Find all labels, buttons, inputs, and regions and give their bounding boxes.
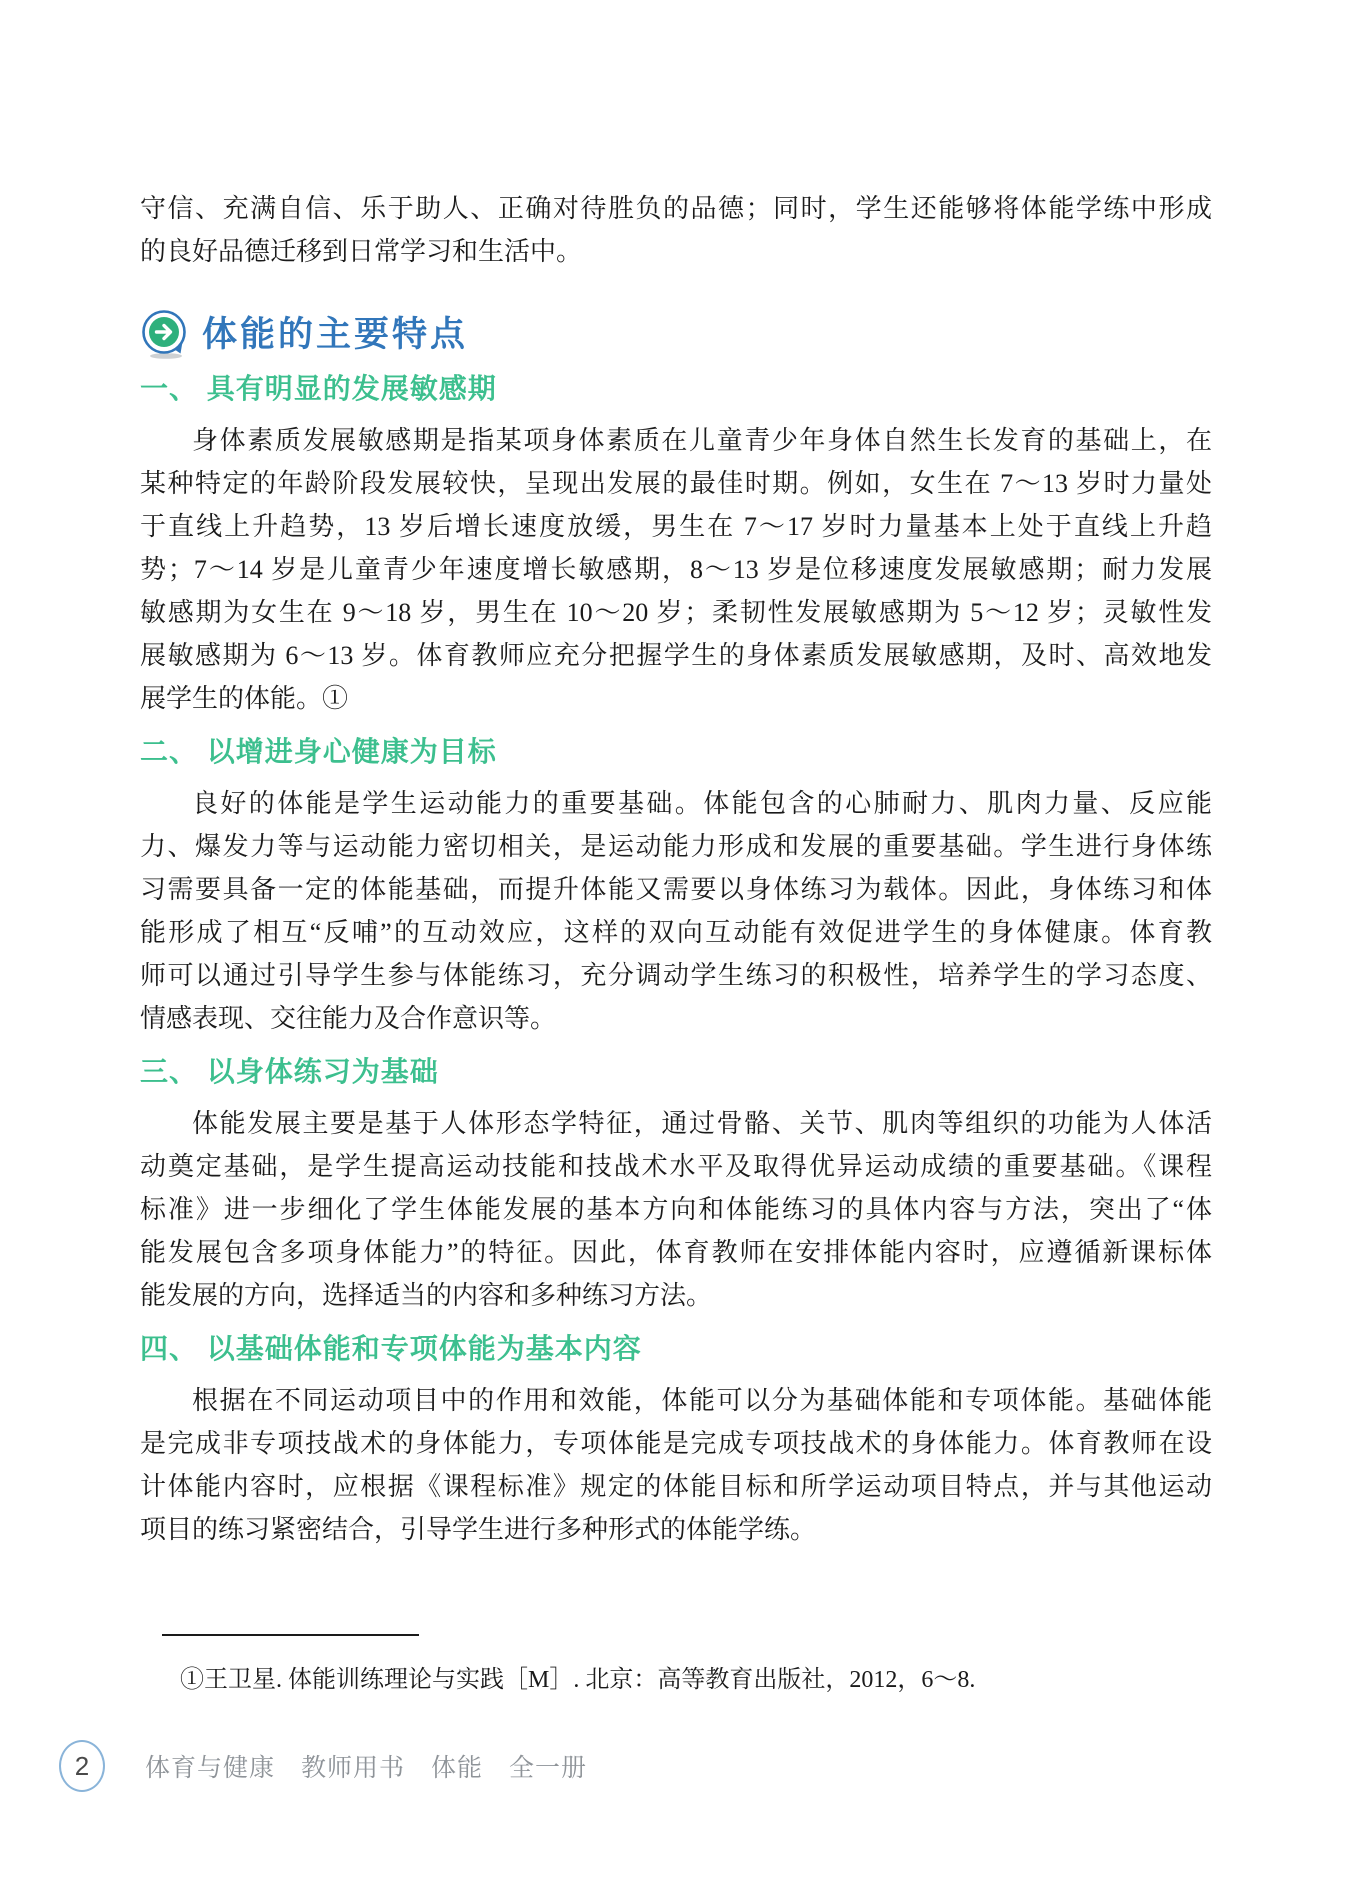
text-line: 计体能内容时，应根据《课程标准》规定的体能目标和所学运动项目特点，并与其他运动 [140,1472,1212,1501]
text-line: 动奠定基础，是学生提高运动技能和技战术水平及取得优异运动成绩的重要基础。《课程 [140,1152,1212,1181]
text-line: 身体素质发展敏感期是指某项身体素质在儿童青少年身体自然生长发育的基础上，在 [192,426,1212,455]
subsection-paragraph-4 [140,1379,1212,1551]
text-line: 某种特定的年龄阶段发展较快，呈现出发展的最佳时期。例如，女生在 7～13 岁时力量处 [140,469,1212,498]
subsection-heading-4: 四、 以基础体能和专项体能为基本内容 [140,1333,642,1364]
text-line: 能形成了相互“反哺”的互动效应，这样的双向互动能有效促进学生的身体健康。体育教 [140,918,1212,947]
page-number: 2 [74,1750,90,1781]
page-content [0,187,1353,1551]
text-line: 标准》进一步细化了学生体能发展的基本方向和体能练习的具体内容与方法，突出了“体 [140,1195,1212,1224]
page-number-badge [59,1740,105,1792]
text-line: 是完成非专项技战术的身体能力，专项体能是完成专项技战术的身体能力。体育教师在设 [140,1429,1212,1458]
book-info: 体育与健康 教师用书 体能 全一册 [145,1754,588,1782]
text-line: 良好的体能是学生运动能力的重要基础。体能包含的心肺耐力、肌肉力量、反应能 [192,789,1212,818]
text-line: 能发展的方向，选择适当的内容和多种练习方法。 [140,1281,713,1310]
subsection-paragraph-3 [140,1102,1212,1317]
text-line: 展学生的体能。① [140,684,349,713]
subsection-heading-3: 三、 以身体练习为基础 [140,1056,439,1087]
subsection-heading-2: 二、 以增进身心健康为目标 [140,736,497,767]
footnote-text: ①王卫星. 体能训练理论与实践［M］. 北京：高等教育出版社，2012，6～8. [180,1667,976,1693]
text-line: 习需要具备一定的体能基础，而提升体能又需要以身体练习为载体。因此，身体练习和体 [140,875,1212,904]
text-line: 情感表现、交往能力及合作意识等。 [140,1004,557,1033]
text-line: 于直线上升趋势，13 岁后增长速度放缓，男生在 7～17 岁时力量基本上处于直线上升趋 [140,512,1212,541]
text-line: 力、爆发力等与运动能力密切相关，是运动能力形成和发展的重要基础。学生进行身体练 [140,832,1212,861]
section-header [140,307,1212,357]
text-line: 的良好品德迁移到日常学习和生活中。 [140,237,583,266]
text-line: 守信、充满自信、乐于助人、正确对待胜负的品德；同时，学生还能够将体能学练中形成 [140,194,1212,223]
text-line: 项目的练习紧密结合，引导学生进行多种形式的体能学练。 [140,1515,817,1544]
footnote-divider [162,1634,419,1636]
section-title: 体能的主要特点 [202,315,469,354]
footnote-block [140,1634,1212,1696]
text-line: 展敏感期为 6～13 岁。体育教师应充分把握学生的身体素质发展敏感期，及时、高效地发 [140,641,1212,670]
arrow-right-circle-icon [140,309,190,359]
text-line: 能发展包含多项身体能力”的特征。因此，体育教师在安排体能内容时，应遵循新课标体 [140,1238,1212,1267]
text-line: 敏感期为女生在 9～18 岁，男生在 10～20 岁；柔韧性发展敏感期为 5～12 岁；灵敏性发 [140,598,1212,627]
page-footer [0,1736,1353,1796]
subsection-paragraph-2 [140,782,1212,1040]
text-line: 根据在不同运动项目中的作用和效能，体能可以分为基础体能和专项体能。基础体能 [192,1386,1212,1415]
text-line: 势；7～14 岁是儿童青少年速度增长敏感期，8～13 岁是位移速度发展敏感期；耐力发展 [140,555,1212,584]
intro-paragraph [140,187,1212,273]
text-line: 师可以通过引导学生参与体能练习，充分调动学生练习的积极性，培养学生的学习态度、 [140,961,1212,990]
subsection-heading-1: 一、 具有明显的发展敏感期 [140,373,497,404]
text-line: 体能发展主要是基于人体形态学特征，通过骨骼、关节、肌肉等组织的功能为人体活 [192,1109,1212,1138]
subsection-paragraph-1 [140,419,1212,720]
